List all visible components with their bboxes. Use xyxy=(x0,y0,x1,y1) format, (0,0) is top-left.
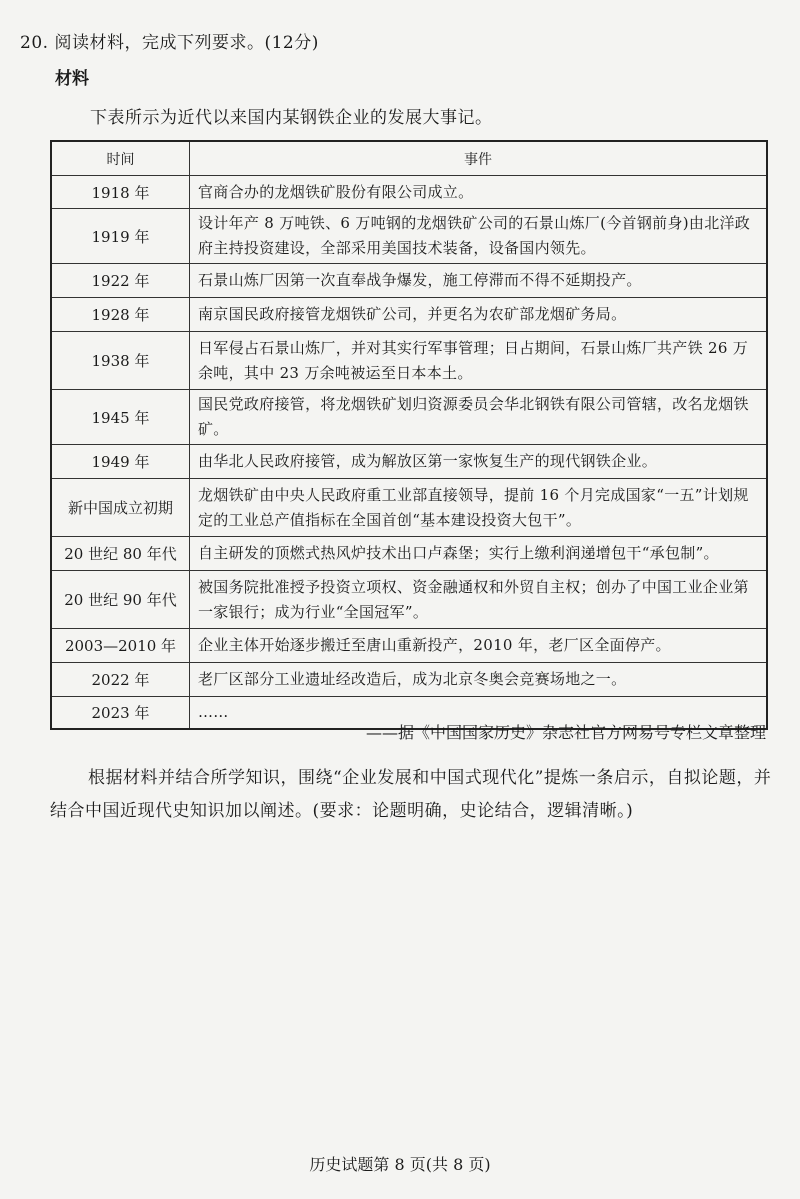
row-time: 1919 年 xyxy=(51,209,190,264)
row-time: 20 世纪 80 年代 xyxy=(51,537,190,571)
row-event: …… xyxy=(190,697,768,729)
row-event: 老厂区部分工业遗址经改造后，成为北京冬奥会竞赛场地之一。 xyxy=(190,663,768,697)
row-time: 2023 年 xyxy=(51,697,190,729)
row-time: 2003—2010 年 xyxy=(51,629,190,663)
row-time: 20 世纪 90 年代 xyxy=(51,571,190,629)
row-event: 龙烟铁矿由中央人民政府重工业部直接领导，提前 16 个月完成国家“一五”计划规定的工业总产值指标在全国首创“基本建设投资大包干”。 xyxy=(190,479,768,537)
row-time: 新中国成立初期 xyxy=(51,479,190,537)
table-row xyxy=(51,390,767,445)
table-row xyxy=(51,264,767,298)
page-footer: 历史试题第 8 页(共 8 页) xyxy=(309,1155,491,1174)
table-row xyxy=(51,298,767,332)
row-event: 南京国民政府接管龙烟铁矿公司，并更名为农矿部龙烟矿务局。 xyxy=(190,298,768,332)
row-time: 1922 年 xyxy=(51,264,190,298)
row-time: 1949 年 xyxy=(51,445,190,479)
table-row xyxy=(51,332,767,390)
row-event: 国民党政府接管，将龙烟铁矿划归资源委员会华北钢铁有限公司管辖，改名龙烟铁矿。 xyxy=(190,390,768,445)
row-time: 1938 年 xyxy=(51,332,190,390)
material-label: 材料 xyxy=(55,69,89,89)
table-row xyxy=(51,479,767,537)
row-event: 官商合办的龙烟铁矿股份有限公司成立。 xyxy=(190,176,768,209)
question-title: 20. 阅读材料，完成下列要求。(12分) xyxy=(20,33,319,53)
table-row xyxy=(51,629,767,663)
table-row xyxy=(51,445,767,479)
row-event: 被国务院批准授予投资立项权、资金融通权和外贸自主权；创办了中国工业企业第一家银行；成为行业“全国冠军”。 xyxy=(190,571,768,629)
table-intro: 下表所示为近代以来国内某钢铁企业的发展大事记。 xyxy=(90,108,493,128)
events-table xyxy=(50,140,768,730)
row-time: 1945 年 xyxy=(51,390,190,445)
table-row xyxy=(51,571,767,629)
table-row xyxy=(51,663,767,697)
row-event: 由华北人民政府接管，成为解放区第一家恢复生产的现代钢铁企业。 xyxy=(190,445,768,479)
row-time: 1928 年 xyxy=(51,298,190,332)
table-row xyxy=(51,176,767,209)
source-citation: ——据《中国国家历史》杂志社官方网易号专栏文章整理 xyxy=(365,723,766,742)
header-event: 事件 xyxy=(190,141,768,176)
table-row xyxy=(51,537,767,571)
row-time: 1918 年 xyxy=(51,176,190,209)
row-event: 自主研发的顶燃式热风炉技术出口卢森堡；实行上缴利润递增包干“承包制”。 xyxy=(190,537,768,571)
row-event: 日军侵占石景山炼厂，并对其实行军事管理；日占期间，石景山炼厂共产铁 26 万余吨，其中 23 万余吨被运至日本本土。 xyxy=(190,332,768,390)
question-prompt: 根据材料并结合所学知识，围绕“企业发展和中国式现代化”提炼一条启示，自拟论题，并结合中国近现代史知识加以阐述。(要求：论题明确，史论结合，逻辑清晰。) xyxy=(50,768,772,821)
row-event: 石景山炼厂因第一次直奉战争爆发，施工停滞而不得不延期投产。 xyxy=(190,264,768,298)
header-time: 时间 xyxy=(51,141,190,176)
table-body xyxy=(51,176,767,729)
table-header-row xyxy=(51,141,767,176)
row-event: 设计年产 8 万吨铁、6 万吨钢的龙烟铁矿公司的石景山炼厂(今首钢前身)由北洋政府主持投资建设，全部采用美国技术装备，设备国内领先。 xyxy=(190,209,768,264)
table-row xyxy=(51,209,767,264)
row-event: 企业主体开始逐步搬迁至唐山重新投产，2010 年，老厂区全面停产。 xyxy=(190,629,768,663)
row-time: 2022 年 xyxy=(51,663,190,697)
